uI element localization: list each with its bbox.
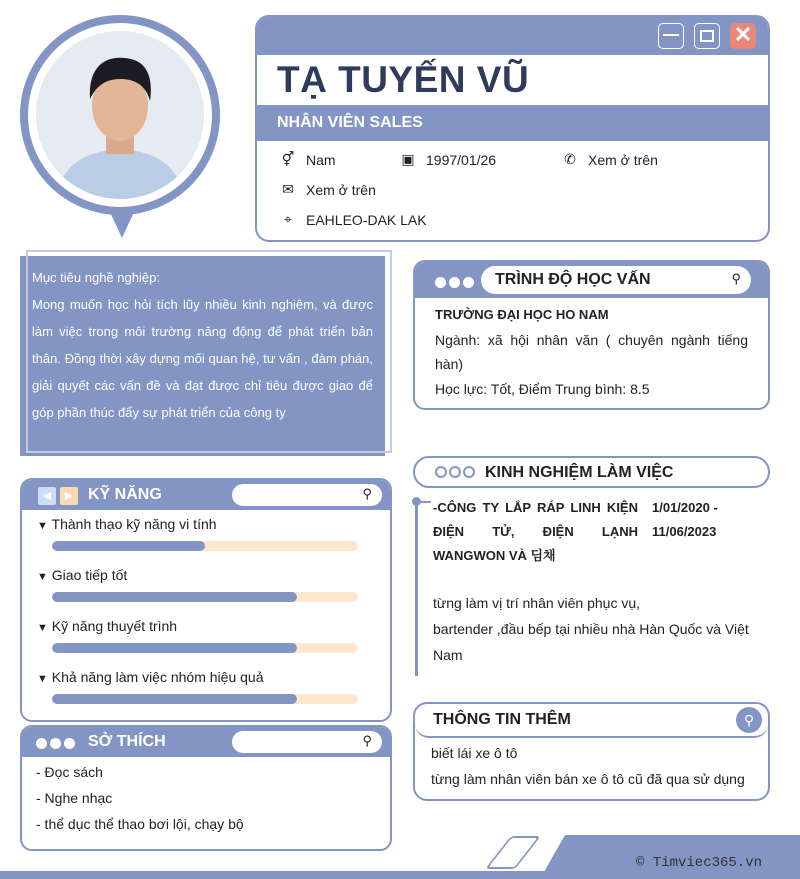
skill-bar bbox=[52, 592, 358, 602]
experience-title: KINH NGHIỆM LÀM VIỆC bbox=[485, 464, 674, 481]
search-icon: ⚲ bbox=[362, 733, 372, 748]
objective-text: Mong muốn học hỏi tích lũy nhiều kinh nghiệm, và được làm việc trong môi trường năng động để phát triển bản thân. Đồng thời xây dựng mối quan hệ, tư vấn , đàm phán, giải quyết các vấn đề và đạt được chỉ tiêu được giao để góp phần thúc đẩy sự phát triển của công ty bbox=[32, 297, 373, 420]
hobby-item: - thể dục thể thao bơi lội, chạy bộ bbox=[36, 816, 244, 832]
skill-label: Thành thạo kỹ năng vi tính bbox=[51, 516, 217, 532]
location-icon: ⌖ bbox=[284, 211, 292, 227]
hobbies-search[interactable] bbox=[232, 731, 382, 753]
dots-icon bbox=[435, 275, 477, 293]
education-title: TRÌNH ĐỘ HỌC VẤN bbox=[495, 271, 651, 288]
skills-card bbox=[20, 478, 392, 722]
major: Ngành: xã hội nhân văn ( chuyên ngành tiếng hàn) bbox=[435, 332, 748, 372]
header-card bbox=[255, 15, 770, 242]
timeline-line bbox=[415, 498, 418, 676]
skill-bar-fill bbox=[52, 694, 297, 704]
school-name: TRƯỜNG ĐẠI HỌC HO NAM bbox=[435, 307, 609, 322]
email-icon: ✉ bbox=[282, 181, 294, 197]
caret-down-icon: ▼ bbox=[37, 571, 48, 583]
address: EAHLEO-DAK LAK bbox=[306, 211, 427, 228]
next-arrow-icon[interactable]: ▶ bbox=[60, 487, 78, 505]
search-icon: ⚲ bbox=[362, 486, 372, 501]
candidate-name: TẠ TUYẾN VŨ bbox=[277, 59, 530, 100]
extra-item: từng làm nhân viên bán xe ô tô cũ đã qua sử dụng bbox=[431, 771, 745, 787]
email: Xem ở trên bbox=[306, 181, 376, 198]
close-button[interactable]: ✕ bbox=[730, 23, 756, 49]
experience-desc-line: bartender ,đầu bếp tại nhiều nhà Hàn Quốc và Việt Nam bbox=[433, 621, 749, 663]
education-title-bar bbox=[481, 266, 751, 294]
skill-bar-fill bbox=[52, 541, 205, 551]
gender: Nam bbox=[306, 151, 336, 168]
skills-search[interactable] bbox=[232, 484, 382, 506]
objective-frame bbox=[26, 250, 392, 453]
skill-bar-fill bbox=[52, 643, 297, 653]
caret-down-icon: ▼ bbox=[37, 622, 48, 634]
search-icon[interactable]: ⚲ bbox=[736, 707, 762, 733]
job-position: NHÂN VIÊN SALES bbox=[257, 105, 768, 141]
extra-title: THÔNG TIN THÊM bbox=[433, 711, 571, 728]
avatar-pointer bbox=[110, 212, 134, 238]
experience-desc-line: từng làm vị trí nhân viên phục vụ, bbox=[433, 595, 641, 611]
birthday: 1997/01/26 bbox=[426, 151, 497, 168]
hobbies-title: SỞ THÍCH bbox=[88, 733, 166, 750]
search-icon[interactable]: ⚲ bbox=[731, 271, 741, 286]
caret-down-icon: ▼ bbox=[37, 520, 48, 532]
minimize-button[interactable] bbox=[658, 23, 684, 49]
experience-header bbox=[413, 456, 770, 488]
calendar-icon: ▣ bbox=[401, 151, 415, 167]
phone-icon: ✆ bbox=[564, 151, 576, 167]
phone: Xem ở trên bbox=[588, 151, 658, 168]
profile-photo bbox=[36, 31, 204, 199]
skill-item bbox=[22, 612, 390, 663]
extra-info-card bbox=[413, 702, 770, 801]
grade: Học lực: Tốt, Điểm Trung bình: 8.5 bbox=[435, 381, 650, 397]
copyright: © Timviec365.vn bbox=[636, 855, 763, 871]
caret-down-icon: ▼ bbox=[37, 673, 48, 685]
company-name: -CÔNG TY LẮP RÁP LINH KIỆN ĐIỆN TỬ, ĐIỆN LẠNH WANGWON VÀ 딤채 bbox=[433, 500, 638, 563]
skill-bar bbox=[52, 541, 358, 551]
skill-item bbox=[22, 561, 390, 612]
education-card bbox=[413, 260, 770, 410]
maximize-button[interactable] bbox=[694, 23, 720, 49]
footer-bar bbox=[0, 871, 800, 879]
avatar bbox=[20, 15, 220, 215]
footer-slash-icon bbox=[485, 836, 541, 869]
hobby-item: - Đọc sách bbox=[36, 764, 103, 780]
extra-item: biết lái xe ô tô bbox=[431, 745, 518, 761]
hobby-item: - Nghe nhạc bbox=[36, 790, 113, 806]
skill-bar bbox=[52, 643, 358, 653]
dots-icon bbox=[36, 736, 78, 754]
skill-label: Kỹ năng thuyết trình bbox=[51, 618, 178, 634]
skill-item bbox=[22, 663, 390, 714]
gender-icon: ⚥ bbox=[281, 151, 295, 167]
circles-icon bbox=[435, 465, 477, 483]
work-period: 1/01/2020 - 11/06/2023 bbox=[652, 500, 718, 539]
hobbies-card bbox=[20, 725, 392, 851]
objective-title: Mục tiêu nghề nghiệp: bbox=[32, 270, 160, 285]
skill-label: Giao tiếp tốt bbox=[51, 567, 128, 583]
skill-bar bbox=[52, 694, 358, 704]
skill-label: Khả năng làm việc nhóm hiệu quả bbox=[51, 669, 264, 685]
skill-bar-fill bbox=[52, 592, 297, 602]
skills-title: KỸ NĂNG bbox=[88, 486, 162, 503]
experience-description bbox=[433, 590, 763, 668]
skill-item bbox=[22, 510, 390, 561]
prev-arrow-icon[interactable]: ◀ bbox=[38, 487, 56, 505]
